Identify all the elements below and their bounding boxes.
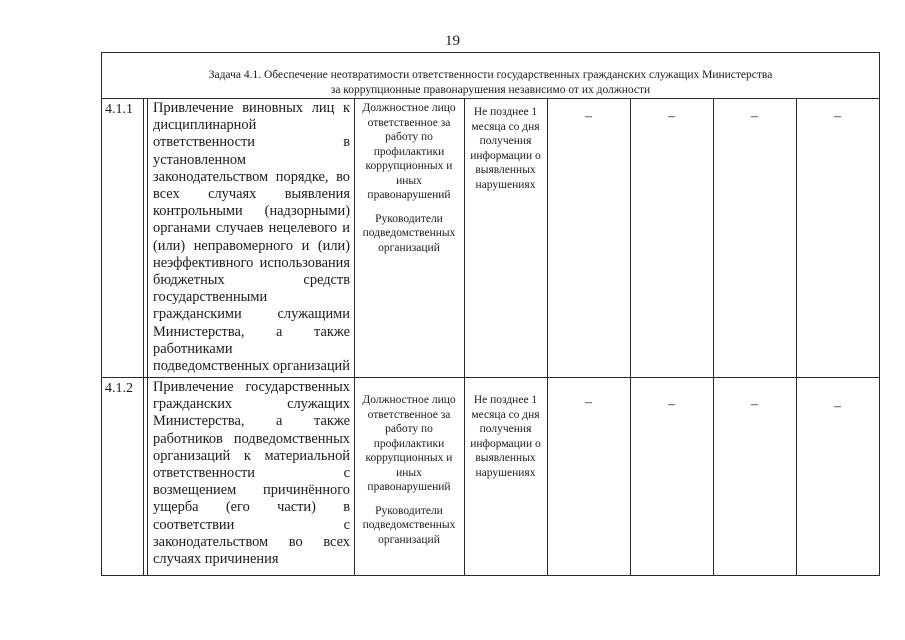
responsible-official: Должностное лицо ответственное за работу по профилактики коррупционных и иных правонарушений (362, 102, 456, 201)
value-cell: – (585, 109, 592, 124)
row-divider (102, 377, 879, 378)
deadline-cell: Не позднее 1 месяца со дня получения информации о выявленных нарушениях (470, 106, 541, 191)
value-cell: – (585, 395, 592, 410)
task-header (102, 53, 879, 99)
responsible-cell (354, 393, 464, 573)
deadline-cell: Не позднее 1 месяца со дня получения информации о выявленных нарушениях (470, 394, 541, 479)
responsible-heads: Руководители подведомственных организаций (362, 212, 456, 254)
measures-table (101, 52, 880, 576)
column-divider (547, 99, 548, 575)
task-header-line-1: Задача 4.1. Обеспечение неотвратимости ответственности государственных гражданских служащих Министерства (208, 69, 773, 81)
value-cell: – (668, 109, 675, 124)
value-cell: – (751, 109, 758, 124)
measure-description: Привлечение государственных гражданских служащих Министерства, а также работников подведомственных организаций к материальной ответственности с возмещением причинённого ущерба (его части) в соответствии с законодательством во всех случаях причинения (153, 379, 350, 568)
responsible-heads: Руководители подведомственных организаций (362, 504, 456, 546)
task-header-line-2: за коррупционные правонарушения независимо от их должности (330, 84, 651, 96)
measure-description: Привлечение виновных лиц к дисциплинарной ответственности в установленном законодательством порядке, во всех случаях выявления контрольными (надзорными) органами случаев нецелевого и (или) неправомерного и (или) неэффективного использования бюджетных средств государственными гражданскими служащими Министерства, а также работниками подведомственных организаций (153, 100, 350, 375)
responsible-cell (354, 101, 464, 321)
responsible-official: Должностное лицо ответственное за работу по профилактики коррупционных и иных правонарушений (362, 394, 456, 493)
row-number: 4.1.1 (105, 102, 133, 117)
column-divider (713, 99, 714, 575)
row-number: 4.1.2 (105, 381, 133, 396)
value-cell: – (751, 397, 758, 412)
column-divider (143, 99, 144, 575)
value-cell: – (834, 399, 841, 414)
value-cell: – (834, 109, 841, 124)
value-cell: – (668, 397, 675, 412)
page-number: 19 (445, 33, 460, 49)
column-divider (630, 99, 631, 575)
column-divider (796, 99, 797, 575)
